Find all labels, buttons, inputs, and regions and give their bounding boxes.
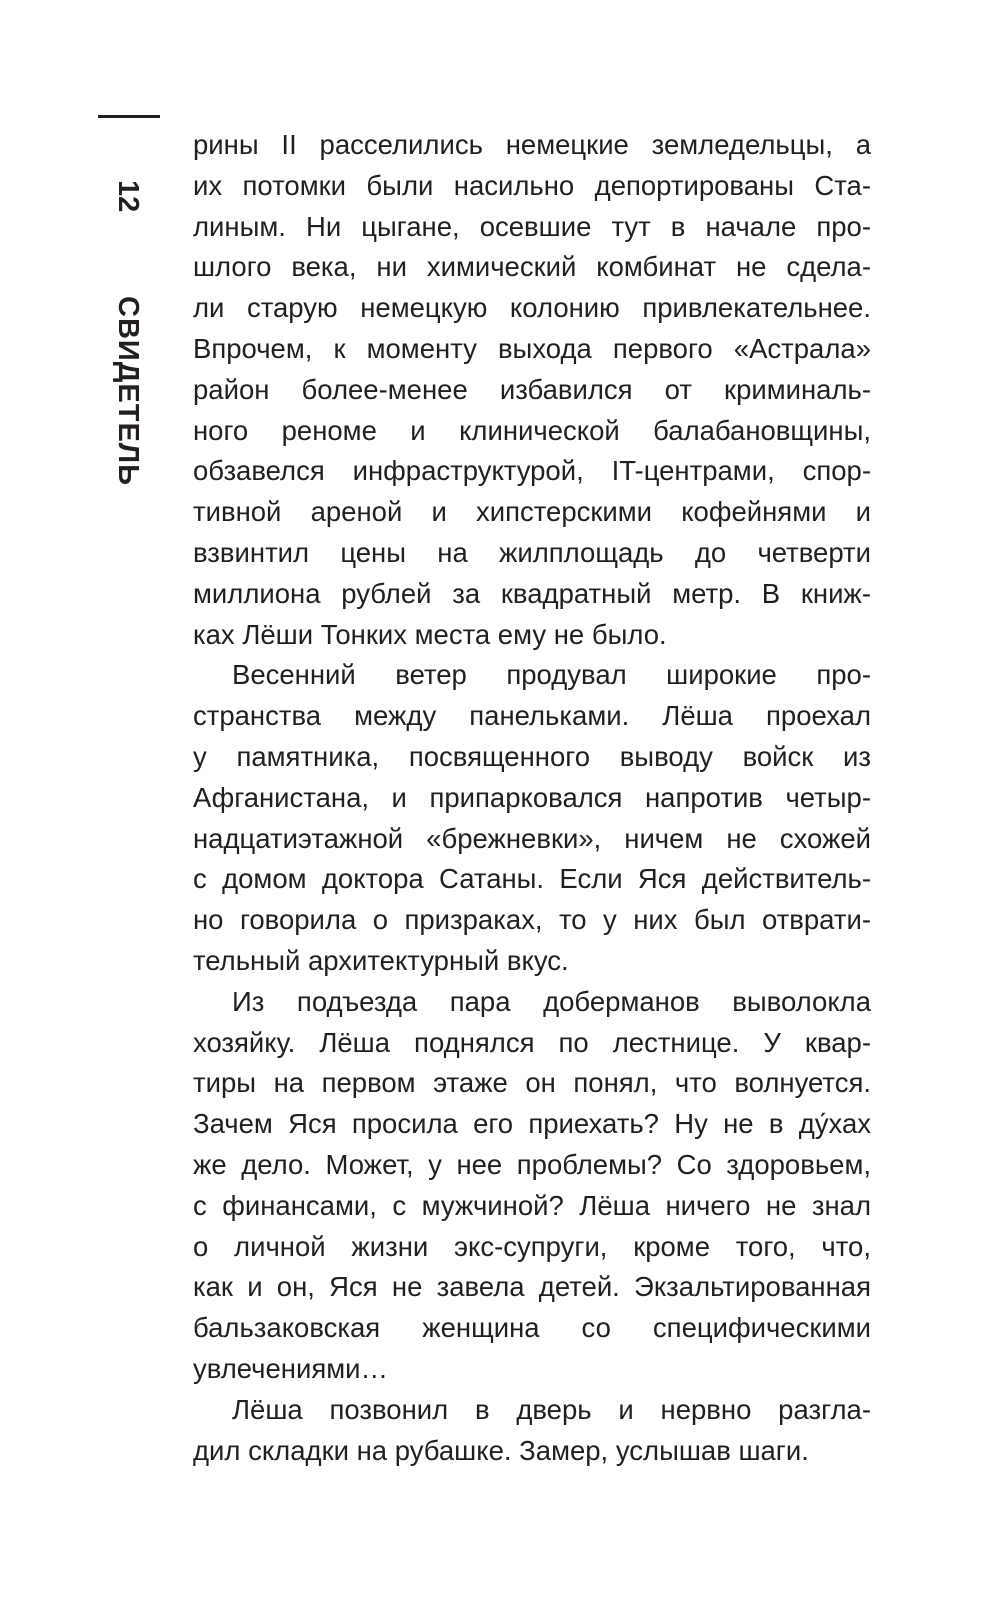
running-title: СВИДЕТЕЛЬ [112, 296, 144, 486]
text-line: Афганистана, и припарковался напротив четыр- [193, 781, 871, 813]
running-header [111, 180, 147, 500]
text-line: рины II расселились немецкие земледельцы, а [193, 129, 871, 160]
text-line: о личной жизни экс-супруги, кроме того, что, [193, 1230, 871, 1262]
text-line: же дело. Может, у нее проблемы? Со здоровьем, [193, 1148, 871, 1180]
text-line: их потомки были насильно депортированы Ста- [193, 169, 871, 201]
text-line: тивной ареной и хипстерскими кофейнями и [193, 496, 871, 528]
text-line: тиры на первом этаже он понял, что волнуется. [193, 1067, 871, 1099]
header-rule [98, 115, 160, 118]
text-line: ли старую немецкую колонию привлекательнее. [193, 292, 871, 324]
text-line: бальзаковская женщина со специфическими [193, 1312, 871, 1344]
text-line: тельный архитектурный вкус. [193, 944, 569, 976]
page-number: 12 [112, 180, 144, 213]
text-line: с финансами, с мужчиной? Лёша ничего не знал [193, 1189, 871, 1221]
text-line: ного реноме и клинической балабановщины, [193, 414, 871, 446]
text-line: Зачем Яся просила его приехать? Ну не в ду́хах [193, 1108, 871, 1140]
text-line: странства между панельками. Лёша проехал [193, 700, 871, 732]
text-line: но говорила о призраках, то у них был отврати- [193, 904, 871, 936]
body-text [193, 125, 871, 1471]
text-line: Впрочем, к моменту выхода первого «Астрала» [193, 332, 871, 364]
paragraph [193, 1390, 871, 1472]
paragraph [193, 655, 871, 981]
text-line: надцатиэтажной «брежневки», ничем не схожей [193, 822, 871, 854]
text-line: с домом доктора Сатаны. Если Яся действитель- [193, 863, 871, 895]
paragraph [193, 982, 871, 1390]
text-line: Из подъезда пара доберманов выволокла [232, 985, 871, 1017]
text-line: Лёша позвонил в дверь и нервно разгла- [232, 1393, 871, 1425]
paragraph [193, 125, 871, 655]
text-line: у памятника, посвященного выводу войск из [193, 740, 871, 772]
text-line: обзавелся инфраструктурой, IT-центрами, спор- [193, 455, 871, 487]
text-line: район более-менее избавился от криминаль- [193, 373, 871, 405]
text-line: шлого века, ни химический комбинат не сдела- [193, 251, 871, 283]
text-line: ках Лёши Тонких места ему не было. [193, 618, 667, 650]
text-line: хозяйку. Лёша поднялся по лестнице. У квар- [193, 1026, 871, 1058]
text-line: взвинтил цены на жилплощадь до четверти [193, 536, 871, 568]
text-line: как и он, Яся не завела детей. Экзальтированная [193, 1271, 871, 1303]
text-line: миллиона рублей за квадратный метр. В книж- [193, 577, 871, 609]
text-line: линым. Ни цыгане, осевшие тут в начале про- [193, 210, 871, 242]
text-line: дил складки на рубашке. Замер, услышав шаги. [193, 1434, 809, 1466]
text-line: Весенний ветер продувал широкие про- [232, 659, 871, 691]
text-line: увлечениями… [193, 1352, 388, 1384]
